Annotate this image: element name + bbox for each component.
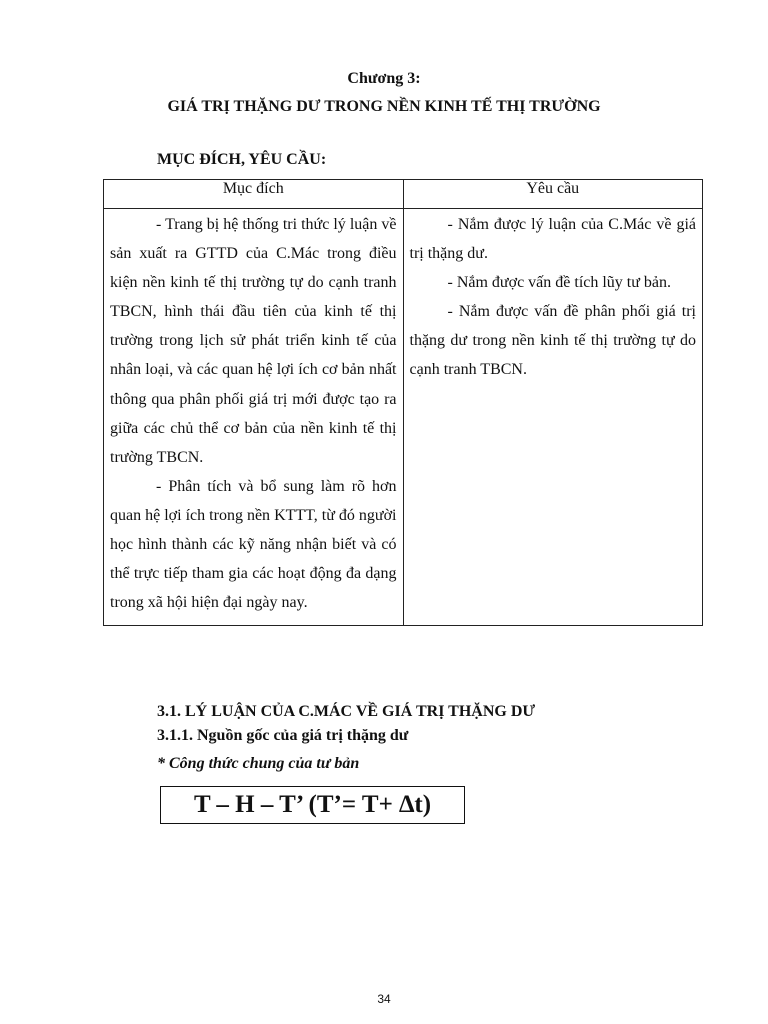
formula-label: * Công thức chung của tư bản: [157, 755, 360, 772]
requirement-paragraph: - Nắm được vấn đề tích lũy tư bản.: [447, 274, 672, 292]
section-heading: 3.1. LÝ LUẬN CỦA C.MÁC VỀ GIÁ TRỊ THẶNG DƯ: [157, 703, 536, 720]
purpose-requirement-table: [103, 179, 703, 626]
purpose-paragraph: - Phân tích và bổ sung làm rõ hơn quan hệ lợi ích trong nền KTTT, từ đó người học hình thành các kỹ năng nhận biết và có thể trực tiếp tham gia các hoạt động đa dạng trong xã hội hiện đại ngày nay.: [110, 477, 397, 612]
chapter-title: GIÁ TRỊ THẶNG DƯ TRONG NỀN KINH TẾ THỊ TRƯỜNG: [167, 98, 601, 115]
purpose-heading: MỤC ĐÍCH, YÊU CẦU:: [157, 151, 327, 168]
purpose-paragraph: - Trang bị hệ thống tri thức lý luận về sản xuất ra GTTD của C.Mác trong điều kiện nền kinh tế thị trường tự do cạnh tranh TBCN, hình thái đầu tiên của kinh tế thị trường trong lịch sử phát triển kinh tế của nhân loại, và các quan hệ lợi ích cơ bản nhất thông qua phân phối giá trị mới được tạo ra giữa các chủ thể cơ bản của nền kinh tế thị trường TBCN.: [110, 216, 397, 466]
header-requirement: Yêu cầu: [403, 180, 703, 209]
requirement-cell: [403, 209, 703, 626]
table-header-row: [104, 180, 703, 209]
page-number: 34: [377, 992, 391, 1006]
subsection-heading: 3.1.1. Nguồn gốc của giá trị thặng dư: [157, 727, 409, 744]
purpose-cell: [104, 209, 404, 626]
formula-box: T – H – T’ (T’= T+ ∆t): [160, 786, 465, 824]
requirement-paragraph: - Nắm được lý luận của C.Mác về giá trị thặng dư.: [409, 216, 696, 263]
header-purpose: Mục đích: [104, 180, 404, 209]
chapter-label: Chương 3:: [347, 70, 421, 87]
table-row: [104, 209, 703, 626]
requirement-paragraph: - Nắm được vấn đề phân phối giá trị thặng dư trong nền kinh tế thị trường tự do cạnh tranh TBCN.: [409, 303, 696, 379]
